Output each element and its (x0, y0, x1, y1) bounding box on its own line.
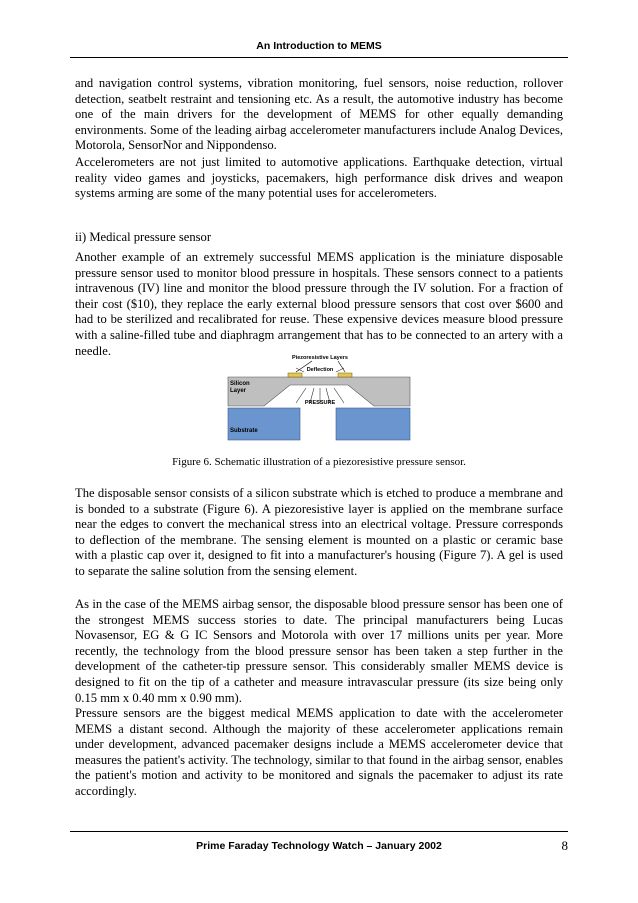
paragraph-text: and navigation control systems, vibration monitoring, fuel sensors, noise reduction, rollover detection, seatbelt restraint and tensioning etc. As a result, the automotive industry has become one of the main drivers for the development of MEMS for other equally demanding environments. Some of the leading airbag accelerometer manufacturers include Analog Devices, Motorola, SensorNor and Nippondenso. (75, 76, 563, 153)
paragraph-text: The disposable sensor consists of a silicon substrate which is etched to produce a membrane and is bonded to a substrate (Figure 6). A piezoresistive layer is applied on the membrane surface near the edges to convert the mechanical stress into an electrical voltage. Pressure corresponds to deflection of the membrane. The sensing element is mounted on a plastic or ceramic base with a plastic cap over it, designed to fit into a manufacturer's housing (Figure 7). A gel is used to separate the saline solution from the sensing element. (75, 486, 563, 578)
paragraph-text: As in the case of the MEMS airbag sensor, the disposable blood pressure sensor has been one of the strongest MEMS success stories to date. The principal manufacturers being Lucas Novasensor, EG & G IC Sensors and Motorola with over 17 millions units per year. More recently, the technology from the blood pressure sensor has been taken a step further in the development of the catheter-tip pressure sensor. This considerably smaller MEMS device is designed to fit on the tip of a catheter and measure intravascular pressure (its size being only 0.15 mm x 0.40 mm x 0.90 mm). (75, 597, 563, 705)
paragraph-text: Accelerometers are not just limited to automotive applications. Earthquake detection, virtual reality video games and joysticks, pacemakers, high performance disk drives and weapon systems arming are some of the many potential uses for accelerometers. (75, 155, 563, 201)
paragraph-accelerometer-uses (75, 155, 563, 202)
running-header: An Introduction to MEMS (256, 40, 382, 52)
label-deflection: Deflection (306, 367, 334, 373)
substrate-right (336, 408, 410, 440)
paragraph-airbag-continued (75, 76, 563, 154)
paragraph-medical-applications (75, 706, 563, 800)
piezo-pad-right (338, 373, 352, 377)
label-piezoresistive: Piezoresistive Layers (292, 355, 348, 361)
label-silicon: Silicon (230, 381, 250, 387)
running-footer: Prime Faraday Technology Watch – January 2002 (196, 840, 442, 852)
paragraph-success-stories (75, 597, 563, 706)
label-layer: Layer (230, 388, 247, 394)
page-number: 8 (561, 838, 568, 853)
paragraph-text: Pressure sensors are the biggest medical MEMS application to date with the accelerometer MEMS a distant second. Although the majority of these accelerometer applications remain under development, advanced pacemaker designs include a MEMS accelerometer device that measures the patient's activity. The technology, similar to that found in the airbag sensor, enables the patient's motion and activity to be monitored and signals the pacemaker to adjust its rate accordingly. (75, 706, 563, 798)
pressure-sensor-figure (226, 353, 412, 441)
paragraph-disposable-sensor (75, 486, 563, 580)
piezo-pad-left (288, 373, 302, 377)
label-substrate: Substrate (230, 428, 258, 434)
paragraph-medical-pressure (75, 250, 563, 359)
paragraph-text: Another example of an extremely successful MEMS application is the miniature disposable pressure sensor used to monitor blood pressure in hospitals. These sensors connect to a patients intravenous (IV) line and monitor the blood pressure through the IV solution. For a fraction of their cost ($10), they replace the early external blood pressure sensors that cost over $600 and had to be sterilized and recalibrated for reuse. These expensive devices measure blood pressure with a saline-filled tube and diaphragm arrangement that has to be connected to an artery with a needle. (75, 250, 563, 358)
section-subheading: ii) Medical pressure sensor (75, 230, 212, 244)
deflection-arrow-right (336, 368, 344, 372)
footer-rule (70, 831, 568, 832)
label-pressure: PRESSURE (304, 400, 336, 406)
figure-caption: Figure 6. Schematic illustration of a piezoresistive pressure sensor. (172, 456, 466, 468)
header-rule (70, 57, 568, 58)
substrate-left (228, 408, 300, 440)
